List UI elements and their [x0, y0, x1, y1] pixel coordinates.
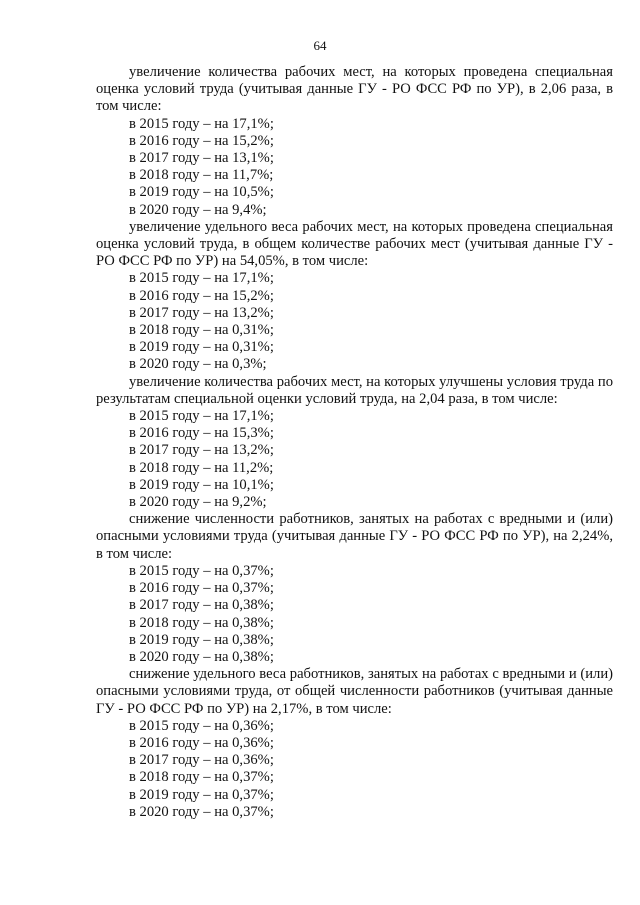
list-item: в 2020 году – на 0,38%; [129, 648, 274, 665]
section-paragraph: увеличение количества рабочих мест, на которых улучшены условия труда по результатам специальной оценки условий труда, на 2,04 раза, в том числе: [96, 373, 613, 407]
list-item: в 2015 году – на 0,37%; [129, 562, 274, 579]
list-item: в 2015 году – на 17,1%; [129, 408, 274, 425]
list-item: в 2018 году – на 0,38%; [129, 614, 274, 631]
list-item: в 2016 году – на 0,36%; [129, 734, 274, 751]
list-item: в 2019 году – на 0,38%; [129, 631, 274, 648]
list-item: в 2020 году – на 0,37%; [129, 803, 274, 820]
list-item: в 2015 году – на 17,1%; [129, 115, 274, 132]
list-item: в 2015 году – на 0,36%; [129, 717, 274, 734]
list-item: в 2016 году – на 0,37%; [129, 580, 274, 597]
list-item: в 2017 году – на 0,38%; [129, 597, 274, 614]
list-item: в 2018 году – на 0,37%; [129, 769, 274, 786]
list-item: в 2019 году – на 10,5%; [129, 184, 274, 201]
list-item: в 2017 году – на 13,1%; [129, 150, 274, 167]
list-item: в 2019 году – на 10,1%; [129, 476, 274, 493]
list-item: в 2017 году – на 13,2%; [129, 304, 274, 321]
section-paragraph: увеличение количества рабочих мест, на которых проведена специальная оценка условий труда (учитывая данные ГУ - РО ФСС РФ по УР), в 2,06 раза, в том числе: [96, 64, 613, 115]
list-item: в 2015 году – на 17,1%; [129, 270, 274, 287]
list-item: в 2018 году – на 11,7%; [129, 167, 274, 184]
section-paragraph: снижение численности работников, занятых на работах с вредными и (или) опасными условиями труда (учитывая данные ГУ - РО ФСС РФ по УР), на 2,24%, в том числе: [96, 511, 613, 562]
list-item: в 2018 году – на 11,2%; [129, 459, 274, 476]
list-item: в 2017 году – на 0,36%; [129, 752, 274, 769]
list-item: в 2019 году – на 0,37%; [129, 786, 274, 803]
list-item: в 2019 году – на 0,31%; [129, 339, 274, 356]
list-item: в 2016 году – на 15,3%; [129, 425, 274, 442]
list-item: в 2020 году – на 9,2%; [129, 494, 267, 511]
list-item: в 2016 году – на 15,2%; [129, 132, 274, 149]
section-paragraph: увеличение удельного веса рабочих мест, на которых проведена специальная оценка условий труда, в общем количестве рабочих мест (учитывая данные ГУ - РО ФСС РФ по УР) на 54,05%, в том числе: [96, 218, 613, 270]
list-item: в 2017 году – на 13,2%; [129, 442, 274, 459]
list-item: в 2020 году – на 0,3%; [129, 356, 267, 373]
list-item: в 2016 году – на 15,2%; [129, 287, 274, 304]
list-item: в 2020 году – на 9,4%; [129, 201, 267, 218]
page-number: 64 [313, 38, 327, 53]
list-item: в 2018 году – на 0,31%; [129, 322, 274, 339]
document-body [96, 64, 613, 821]
section-paragraph: снижение удельного веса работников, занятых на работах с вредными и (или) опасными условиями труда, от общей численности работников (учитывая данные ГУ - РО ФСС РФ по УР) на 2,17%, в том числе: [96, 666, 613, 717]
